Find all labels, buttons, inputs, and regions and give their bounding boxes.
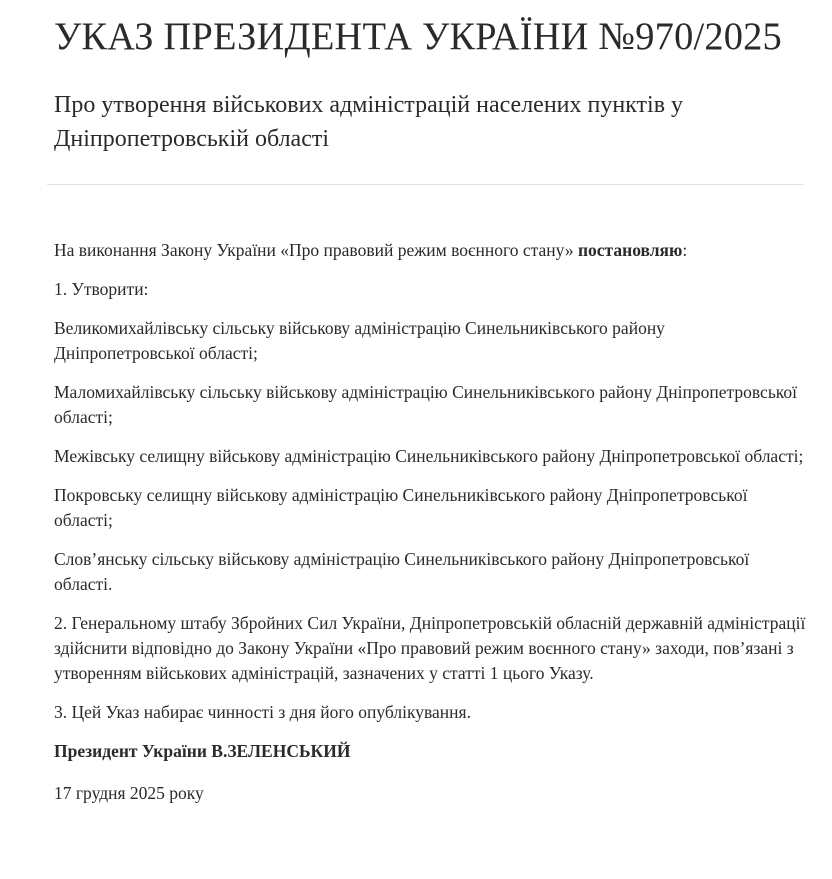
list-item: Маломихайлівську сільську військову адміністрацію Синельниківського району Дніпропетровської області; <box>54 382 798 427</box>
list-item: Межівську селищну військову адміністрацію Синельниківського району Дніпропетровської області; <box>54 446 804 466</box>
point-2: 2. Генеральному штабу Збройних Сил України, Дніпропетровській обласній державній адміністрації здійснити відповідно до Закону України «Про правовий режим воєнного стану» заходи, пов’язані з утворенням військових адміністрацій, зазначених у статті 1 цього Указу. <box>54 613 806 683</box>
preamble-bold: постановляю <box>577 240 683 260</box>
preamble-end: : <box>682 240 688 260</box>
list-item: Слов’янську сільську військову адміністрацію Синельниківського району Дніпропетровської області. <box>54 549 750 594</box>
list-item: Великомихайлівську сільську військову адміністрацію Синельниківського району Дніпропетровської області; <box>54 318 665 363</box>
divider <box>47 184 804 185</box>
decree-title: УКАЗ ПРЕЗИДЕНТА УКРАЇНИ №970/2025 <box>54 15 782 58</box>
preamble <box>54 238 806 263</box>
decree-subtitle: Про утворення військових адміністрацій населених пунктів у Дніпропетровській області <box>54 92 684 152</box>
signature: Президент України В.ЗЕЛЕНСЬКИЙ <box>54 741 351 761</box>
decree-body <box>54 238 806 820</box>
decree-date: 17 грудня 2025 року <box>54 783 204 803</box>
point-1-heading: 1. Утворити: <box>54 279 149 299</box>
point-3: 3. Цей Указ набирає чинності з дня його опублікування. <box>54 702 471 722</box>
list-item: Покровську селищну військову адміністрацію Синельниківського району Дніпропетровської області; <box>54 485 748 530</box>
preamble-text: На виконання Закону України «Про правовий режим воєнного стану» <box>54 240 578 260</box>
